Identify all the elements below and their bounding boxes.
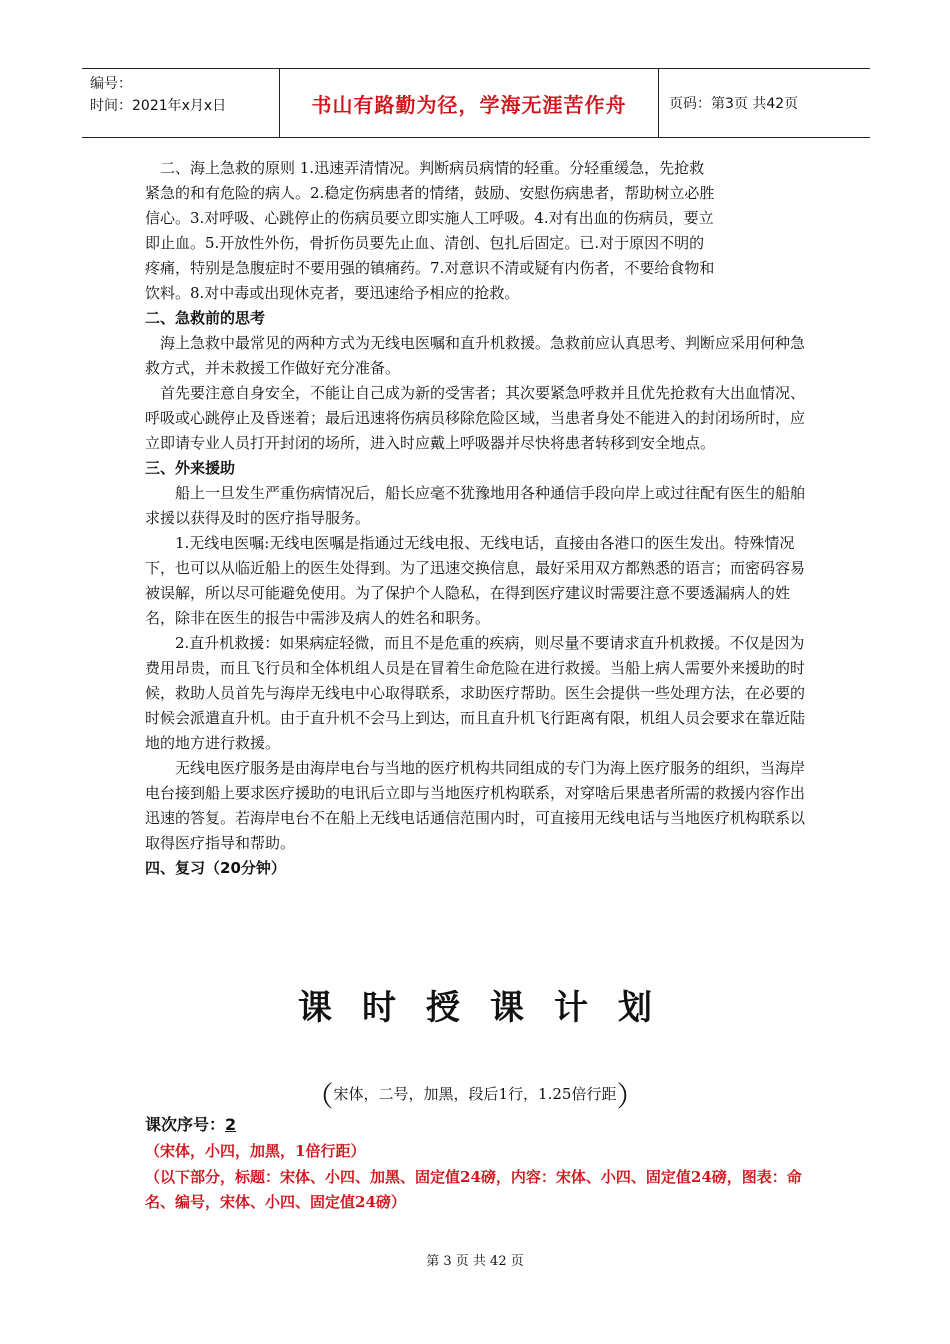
paragraph-3d: 无线电医疗服务是由海岸电台与当地的医疗机构共同组成的专门为海上医疗服务的组织，当海岸电台接到船上要求医疗援助的电讯后立即与当地医疗机构联系，对穿啥后果患者所需的救援内容作出迅速的答复。若海岸电台不在船上无线电话通信范围内时，可直接用无线电话与当地医疗机构联系以取得医疗指导和帮助。 [145, 759, 806, 852]
principles-paragraph: 二、海上急救的原则 1.迅速弄清情况。判断病员病情的轻重。分轻重缓急，先抢救紧急的和有危险的病人。2.稳定伤病患者的情绪，鼓励、安慰伤病患者，帮助树立必胜信心。3.对呼吸、心跳停止的伤病员要立即实施人工呼吸。4.对有出血的伤病员，要立即止血。5.开放性外伤，骨折伤员要先止血、清创、包扎后固定。已.对于原因不明的疼痛，特别是急腹症时不要用强的镇痛药。7.对意识不清或疑有内伤者，不要给食物和饮料。8.对中毒或出现休克者，要迅速给予相应的抢救。 [145, 159, 715, 302]
header-motto: 书山有路勤为径，学海无涯苦作舟 [280, 69, 659, 137]
paragraph-3c: 2.直升机救援：如果病症轻微，而且不是危重的疾病，则尽量不要请求直升机救援。不仅是因为费用昂贵，而且飞行员和全体机组人员是在冒着生命危险在进行救援。当船上病人需要外来援助的时候，救助人员首先与海岸无线电中心取得联系，求助医疗帮助。医生会提供一些处理方法，在必要的时候会派遣直升机。由于直升机不会马上到达，而且直升机飞行距离有限，机组人员会要求在靠近陆地的地方进行救援。 [145, 634, 806, 752]
page-header [82, 68, 870, 138]
seq-label: 课次序号： [145, 1115, 226, 1134]
section-heading-4: 四、复习（20分钟） [145, 859, 286, 877]
document-body [145, 156, 807, 881]
seq-number: 2 [225, 1115, 237, 1134]
header-meta [82, 69, 280, 137]
plan-title: 课时授课计划 [298, 988, 682, 1028]
note-text: 宋体，二号，加黑，段后1行，1.25倍行距 [333, 1085, 617, 1103]
paragraph-3a: 船上一旦发生严重伤病情况后，船长应毫不犹豫地用各种通信手段向岸上或过往配有医生的船舶求援以获得及时的医疗指导服务。 [145, 484, 806, 527]
page-footer: 第 3 页 共 42 页 [426, 1254, 524, 1269]
paragraph-2a: 海上急救中最常见的两种方式为无线电医嘱和直升机救援。急救前应认真思考、判断应采用何种急救方式，并未救援工作做好充分准备。 [145, 334, 806, 377]
section-heading-2: 二、急救前的思考 [145, 309, 266, 327]
number-label: 编号： [90, 76, 132, 92]
paragraph-2b: 首先要注意自身安全，不能让自己成为新的受害者；其次要紧急呼救并且优先抢救有大出血情况、呼吸或心跳停止及昏迷着；最后迅速将伤病员移除危险区域，当患者身处不能进入的封闭场所时，应立即请专业人员打开封闭的场所，进入时应戴上呼吸器并尽快将患者转移到安全地点。 [145, 384, 806, 452]
red-format-note-2: （以下部分，标题：宋体、小四、加黑、固定值24磅，内容：宋体、小四、固定值24磅，图表：命名、编号，宋体、小四、固定值24磅） [145, 1168, 802, 1211]
paragraph-3b: 1.无线电医嘱:无线电医嘱是指通过无线电报、无线电话，直接由各港口的医生发出。特殊情况下，也可以从临近船上的医生处得到。为了迅速交换信息，最好采用双方都熟悉的语言；而密码容易被误解，所以尽可能避免使用。为了保护个人隐私，在得到医疗建议时需要注意不要透漏病人的姓名，除非在医生的报告中需涉及病人的姓名和职务。 [145, 534, 806, 627]
lesson-sequence [145, 1112, 236, 1135]
section-heading-3: 三、外来援助 [145, 459, 236, 477]
format-note [0, 1075, 950, 1115]
note-close-paren: ） [616, 1080, 645, 1113]
note-open-paren: （ [305, 1080, 334, 1113]
red-format-note-1: （宋体，小四，加黑，1倍行距） [145, 1142, 366, 1160]
header-page-info: 页码：第3页 共42页 [669, 96, 799, 112]
date-label: 时间：2021年x月x日 [90, 98, 227, 114]
